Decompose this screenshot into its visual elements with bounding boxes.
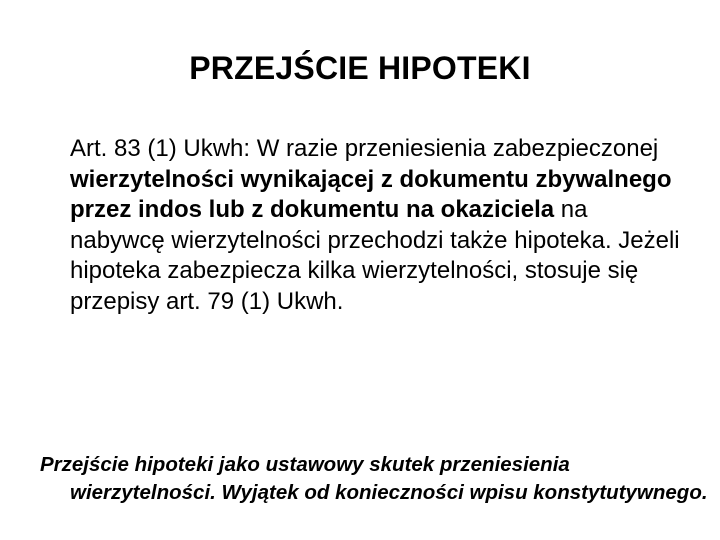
article-text-part-2: na nabywcę wierzytelności przechodzi także hipoteka. Jeżeli hipoteka zabezpiecza kilka wierzytelności, stosuje się przepisy art. 79 (1) Ukwh.: [70, 196, 680, 315]
article-text-bold: wierzytelności wynikającej z dokumentu zbywalnego przez indos lub z dokumentu na okaziciela: [70, 165, 672, 223]
slide-title: PRZEJŚCIE HIPOTEKI: [189, 50, 531, 86]
note-text: Przejście hipoteki jako ustawowy skutek przeniesienia wierzytelności. Wyjątek od konieczności wpisu konstytutywnego.: [40, 453, 708, 504]
article-text-part-1: Art. 83 (1) Ukwh: W razie przeniesienia zabezpieczonej: [70, 135, 659, 162]
article-text: [70, 134, 680, 317]
